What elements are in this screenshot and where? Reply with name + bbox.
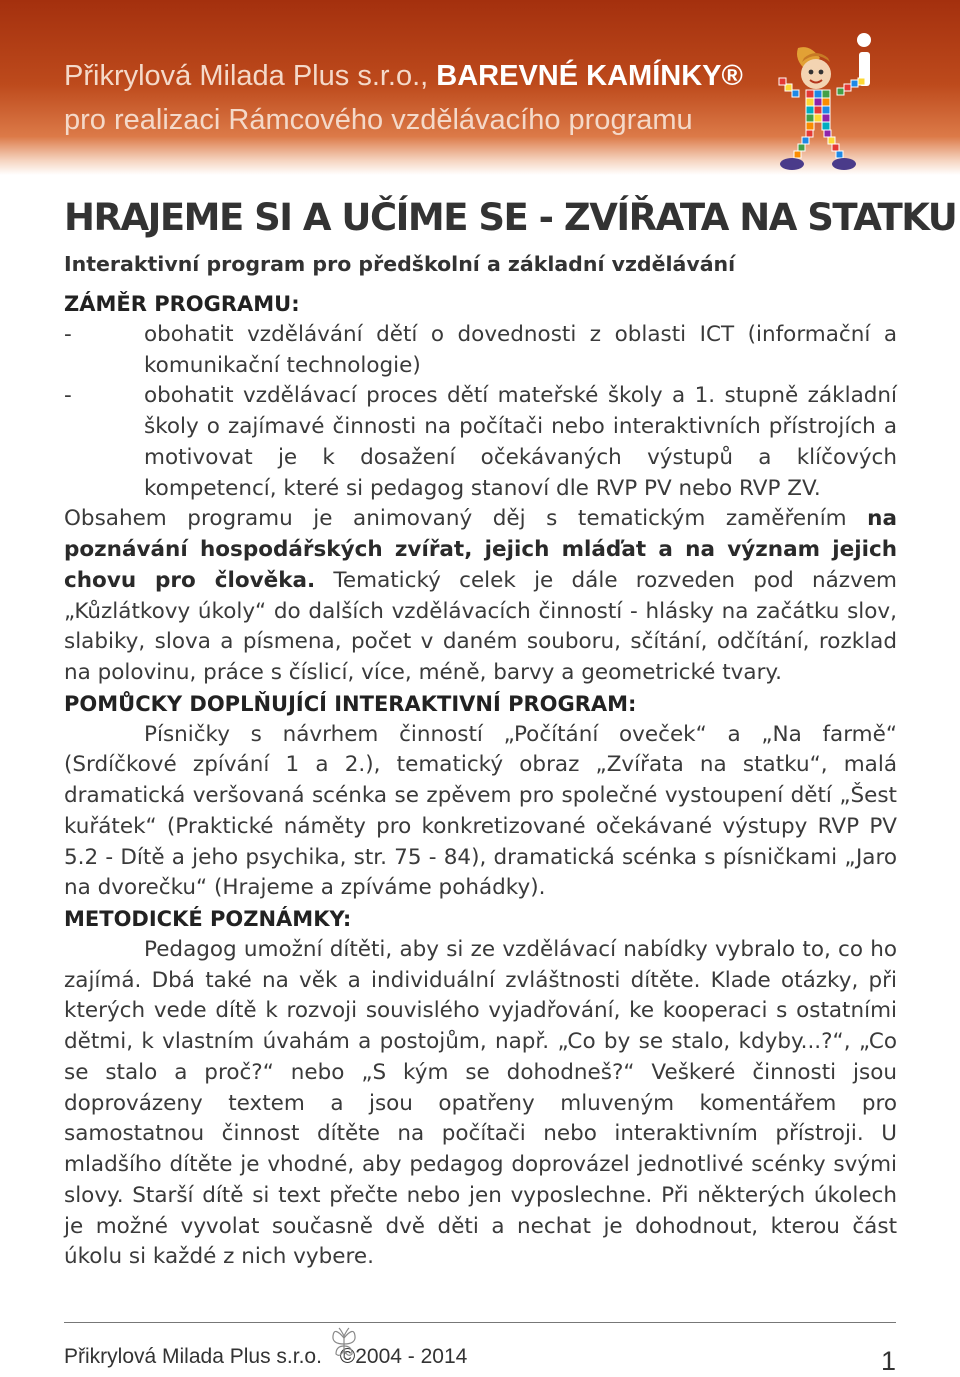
- footer: [64, 1345, 467, 1369]
- document-subtitle: Interaktivní program pro předškolní a základní vzdělávání: [64, 252, 736, 276]
- page-number: 1: [881, 1346, 897, 1376]
- document-body: [64, 289, 897, 1273]
- list-item-text: obohatit vzdělávání dětí o dovednosti z oblasti ICT (informační a komunikační technologie): [144, 321, 897, 378]
- footer-copyright: ©2004 - 2014: [339, 1345, 468, 1368]
- content-emphasis: na poznávání hospodářských zvířat, jejich mláďat a na význam jejich chovu pro člověka.: [64, 506, 897, 593]
- rainbow-pebble-child-icon: [776, 30, 906, 190]
- list-item: [64, 381, 897, 504]
- section-heading-zamer: ZÁMĚR PROGRAMU:: [64, 292, 300, 316]
- header-company: Přikrylová Milada Plus s.r.o.,: [64, 60, 437, 92]
- content-rest: Tematický celek je dále rozveden pod názvem „Kůzlátkovy úkoly“ do dalších vzdělávacích činností - hlásky na začátku slov, slabiky, slova a písmena, počet v daném souboru, sčítání, odčítání, rozklad na polovinu, práce s číslicí, více, méně, barvy a geometrické tvary.: [64, 567, 897, 685]
- document-title: HRAJEME SI A UČÍME SE - ZVÍŘATA NA STATKU: [64, 196, 957, 239]
- program-content-paragraph: [64, 504, 897, 689]
- page-header-band: [0, 0, 960, 175]
- list-dash: -: [64, 321, 72, 347]
- section-heading-pomucky: POMŮCKY DOPLŇUJÍCÍ INTERAKTIVNÍ PROGRAM:: [64, 691, 637, 716]
- content-intro: Obsahem programu je animovaný děj s tematickým zaměřením: [64, 506, 868, 532]
- section-heading-metodicke: METODICKÉ POZNÁMKY:: [64, 907, 352, 931]
- metodicke-paragraph: Pedagog umožní dítěti, aby si ze vzdělávací nabídky vybralo to, co ho zajímá. Dbá také na věk a individuální zvláštnosti dítěte. Klade otázky, při kterých vede dítě k rozvoji souvislého vyjadřování, ke kooperaci s ostatními dětmi, k vlastním úvahám a postojům, např. „Co by se stalo, kdyby...?“, „Co se stalo a proč?“ nebo „S kým se dohodneš?“ Veškeré činnosti jsou doprovázeny textem a jsou opatřeny mluveným komentářem pro samostatnou činnost dítěte na počítači nebo interaktivním přístroji. U mladšího dítěte je vhodné, aby pedagog doprovázel jednotlivé scénky svými slovy. Starší dítě si text přečte nebo jen vyposlechne. Při některých úkolech je možné vyvolat současně dvě děti a nechat je dohodnout, kterou část úkolu si každé z nich vybere.: [64, 936, 897, 1270]
- header-company-line: [64, 60, 743, 93]
- list-item-text: obohatit vzdělávací proces dětí mateřské školy a 1. stupně základní školy o zajímavé činnosti na počítači nebo interaktivních přístrojích a motivovat je k dosažení očekávaných výstupů a klíčových kompetencí, které si pedagog stanoví dle RVP PV nebo RVP ZV.: [144, 383, 897, 501]
- list-dash: -: [64, 383, 72, 409]
- pomucky-paragraph: Písničky s návrhem činností „Počítání oveček“ a „Na farmě“ (Srdíčkové zpívání 1 a 2.), tematický obraz „Zvířata na statku“, malá dramatická veršovaná scénka se zpěvem pro společné vystoupení dětí „Šest kuřátek“ (Praktické náměty pro konkretizované očekávané výstupy RVP PV 5.2 - Dítě a jeho psychika, str. 75 - 84), dramatická scénka s písničkami „Jaro na dvorečku“ (Hrajeme a zpíváme pohádky).: [64, 721, 897, 901]
- list-item: [64, 320, 897, 382]
- butterfly-logo-icon: [330, 1324, 358, 1364]
- header-brand: BAREVNÉ KAMÍNKY®: [436, 60, 743, 92]
- header-subtitle: pro realizaci Rámcového vzdělávacího programu: [64, 104, 693, 136]
- footer-divider: [64, 1322, 896, 1323]
- footer-company: Přikrylová Milada Plus s.r.o.: [64, 1345, 322, 1368]
